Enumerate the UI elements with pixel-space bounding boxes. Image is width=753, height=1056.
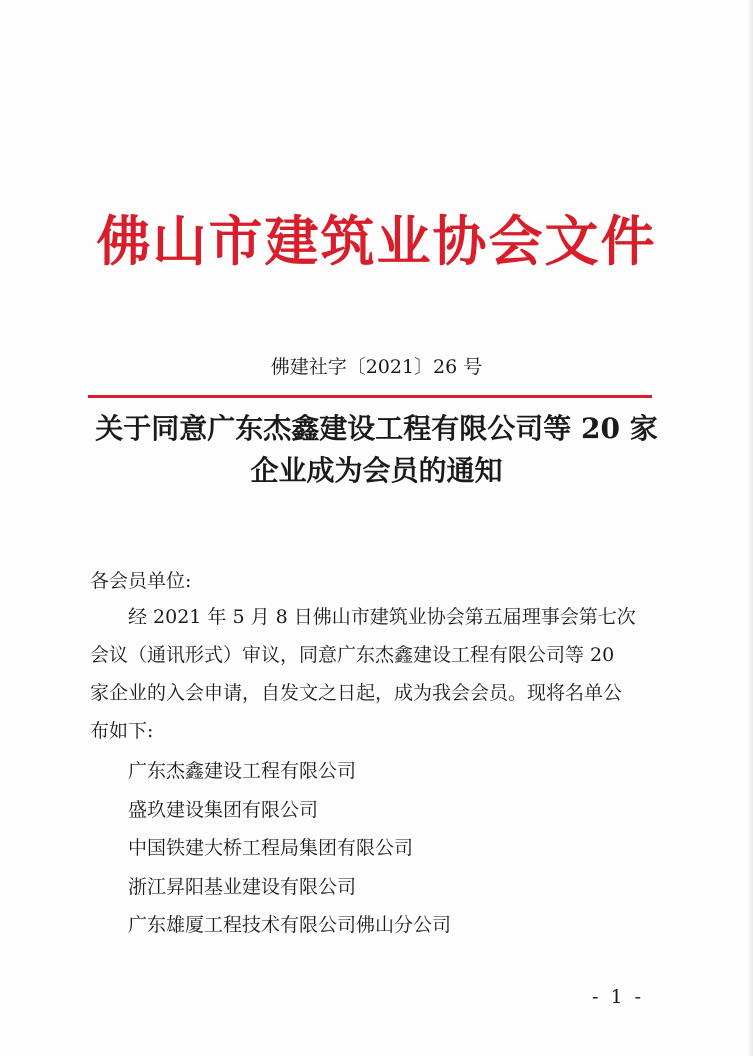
member-company-item: 浙江昇阳基业建设有限公司 xyxy=(128,875,357,898)
paragraph-line: 家企业的入会申请，自发文之日起，成为我会会员。现将名单公 xyxy=(90,682,623,704)
page-edge-shadow xyxy=(747,0,753,1056)
page-number: - 1 - xyxy=(592,986,645,1008)
body-paragraph xyxy=(90,598,646,750)
member-company-item: 广东雄厦工程技术有限公司佛山分公司 xyxy=(128,914,452,936)
member-company-item: 中国铁建大桥工程局集团有限公司 xyxy=(128,837,414,859)
document-number: 佛建社字〔2021〕26 号 xyxy=(270,356,483,378)
member-company-item: 广东杰鑫建设工程有限公司 xyxy=(128,760,357,782)
paragraph-line: 会议（通讯形式）审议，同意广东杰鑫建设工程有限公司等 20 xyxy=(90,644,615,666)
notice-title-line-2: 企业成为会员的通知 xyxy=(250,454,503,487)
member-company-list xyxy=(128,752,451,945)
notice-title xyxy=(0,408,753,492)
notice-title-line-1: 关于同意广东杰鑫建设工程有限公司等 20 家 xyxy=(95,412,658,445)
paragraph-line: 布如下: xyxy=(90,720,154,742)
issuing-organization-title: 佛山市建筑业协会文件 xyxy=(96,209,657,273)
paragraph-line: 经 2021 年 5 月 8 日佛山市建筑业协会第五届理事会第七次 xyxy=(128,606,636,628)
red-divider-line xyxy=(88,395,652,398)
member-company-item: 盛玖建设集团有限公司 xyxy=(128,798,319,821)
salutation: 各会员单位: xyxy=(90,570,192,592)
